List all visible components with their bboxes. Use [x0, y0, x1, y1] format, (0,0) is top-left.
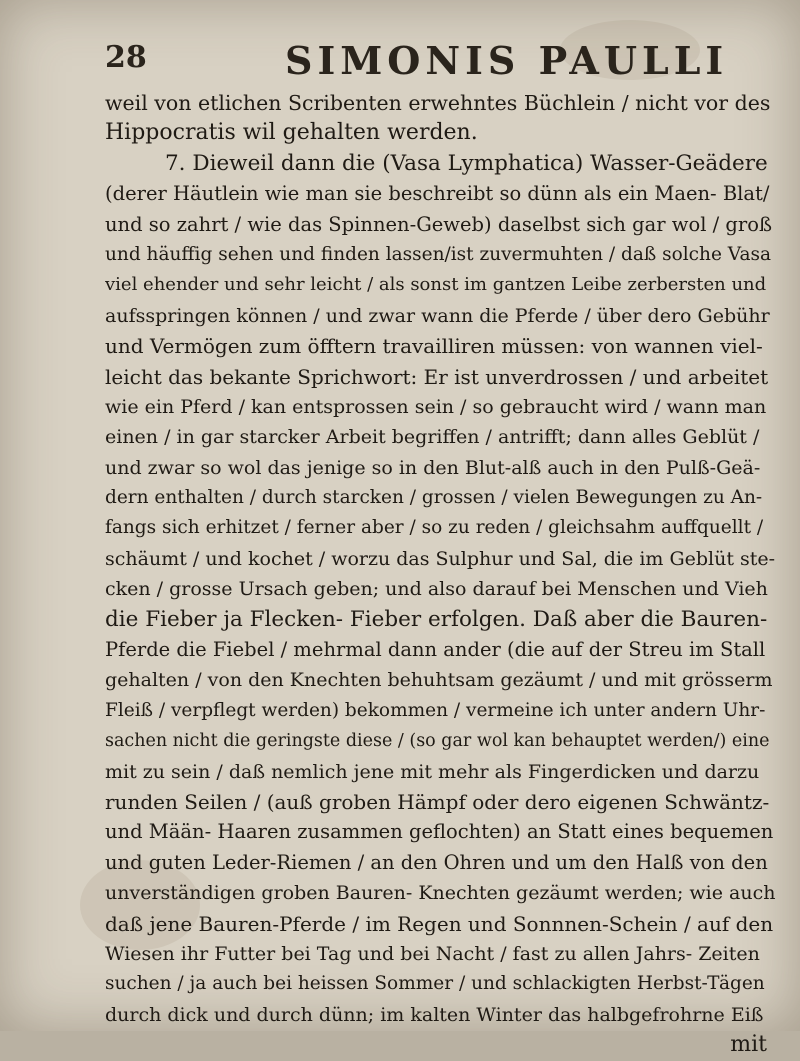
- text-line: gehalten / von den Knechten behuhtsam gezäumt / und mit grösserm: [105, 669, 773, 692]
- text-line: suchen / ja auch bei heissen Sommer / und schlackigten Herbst-Tägen: [105, 973, 765, 995]
- text-line: und so zahrt / wie das Spinnen-Geweb) daselbst sich gar wol / groß: [105, 212, 772, 236]
- text-line: die Fieber ja Flecken- Fieber erfolgen. Daß aber die Bauren-: [105, 606, 768, 632]
- text-line: 7. Dieweil dann die (Vasa Lymphatica) Wasser-Geädere: [165, 150, 768, 176]
- text-line: einen / in gar starcker Arbeit begriffen / antrifft; dann alles Geblüt /: [105, 426, 760, 449]
- text-line: weil von etlichen Scribenten erwehntes Büchlein / nicht vor des: [105, 91, 771, 115]
- text-line: dern enthalten / durch starcken / grossen / vielen Bewegungen zu An-: [105, 487, 763, 509]
- text-line: und häuffig sehen und finden lassen/ist zuvermuhten / daß solche Vasa: [105, 243, 771, 265]
- text-line: fangs sich erhitzet / ferner aber / so zu reden / gleichsahm auffquellt /: [105, 517, 764, 539]
- text-line: viel ehender und sehr leicht / als sonst im gantzen Leibe zerbersten und: [105, 274, 767, 296]
- text-line: Hippocratis wil gehalten werden.: [105, 120, 478, 146]
- text-line: schäumt / und kochet / worzu das Sulphur und Sal, die im Geblüt ste-: [105, 547, 775, 570]
- text-line: und zwar so wol das jenige so in den Blut-alß auch in den Pulß-Geä-: [105, 456, 761, 479]
- text-line: aufsspringen können / und zwar wann die Pferde / über dero Gebühr: [105, 304, 770, 327]
- text-line: und guten Leder-Riemen / an den Ohren und um den Halß von den: [105, 850, 768, 874]
- body-text: [105, 88, 775, 1061]
- text-line: Wiesen ihr Futter bei Tag und bei Nacht / fast zu allen Jahrs- Zeiten: [105, 942, 760, 965]
- text-line: cken / grosse Ursach geben; und also darauf bei Menschen und Vieh: [105, 578, 768, 601]
- running-title: SIMONIS PAULLI: [285, 38, 729, 83]
- text-line: wie ein Pferd / kan entsprossen sein / so gebraucht wird / wann man: [105, 395, 767, 418]
- text-line: Fleiß / verpflegt werden) bekommen / vermeine ich unter andern Uhr-: [105, 699, 766, 721]
- text-line: sachen nicht die geringste diese / (so gar wol kan behauptet werden/) eine: [105, 731, 770, 752]
- text-line: und Mään- Haaren zusammen geflochten) an Statt eines bequemen: [105, 820, 774, 844]
- text-line: unverständigen groben Bauren- Knechten gezäumt werden; wie auch: [105, 882, 775, 905]
- text-line: mit zu sein / daß nemlich jene mit mehr als Fingerdicken und darzu: [105, 760, 760, 783]
- page-number: 28: [105, 40, 147, 75]
- text-line: Pferde die Fiebel / mehrmal dann ander (die auf der Streu im Stall: [105, 638, 766, 662]
- text-line: und Vermögen zum öfftern travailliren müssen: von wannen viel-: [105, 334, 763, 359]
- text-line: leicht das bekante Sprichwort: Er ist unverdrossen / und arbeitet: [105, 364, 769, 389]
- text-line: daß jene Bauren-Pferde / im Regen und Sonnnen-Schein / auf den: [105, 911, 774, 936]
- catchword: mit: [730, 1032, 767, 1058]
- text-line: (derer Häutlein wie man sie beschreibt so dünn als ein Maen- Blat/: [105, 182, 770, 206]
- text-line: durch dick und durch dünn; im kalten Winter das halbgefrohrne Eiß: [105, 1003, 764, 1026]
- text-line: runden Seilen / (auß groben Hämpf oder dero eigenen Schwäntz-: [105, 789, 770, 814]
